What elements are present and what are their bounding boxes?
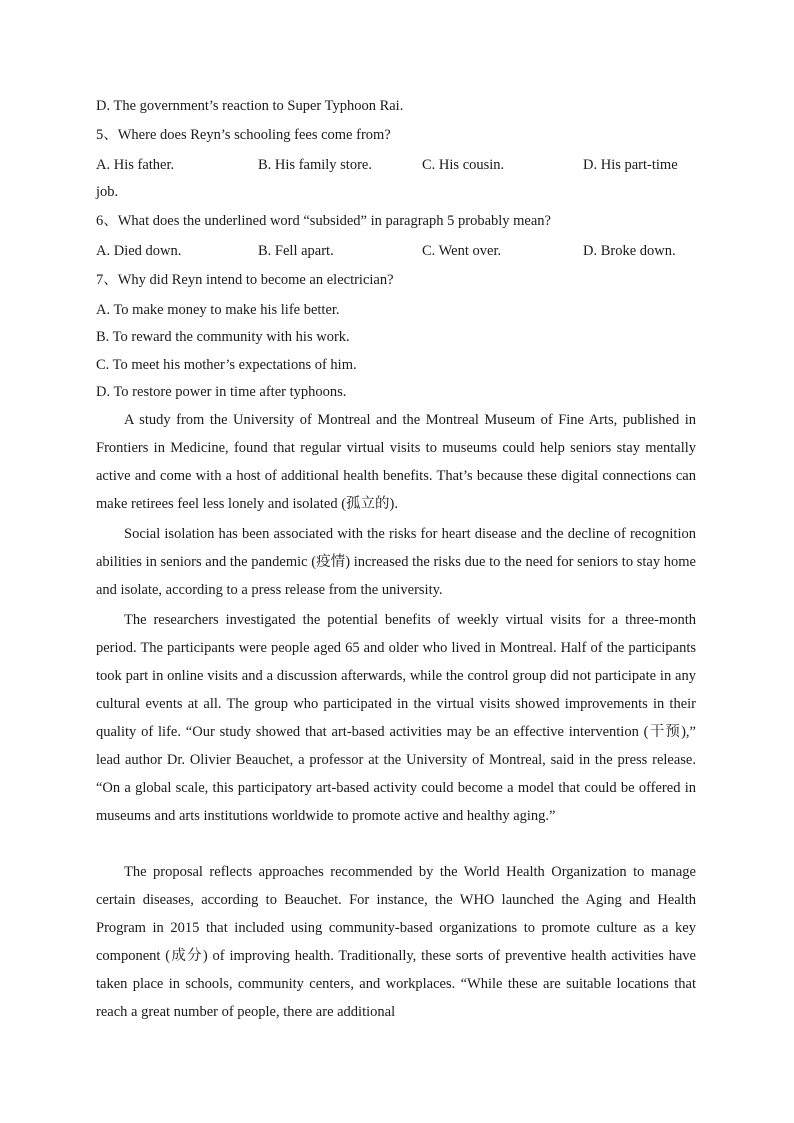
q5-option-b: B. His family store.	[258, 157, 372, 173]
passage-paragraph-2: Social isolation has been associated with the risks for heart disease and the decline of recognition abilities in seniors and the pandemic (疫情) increased the risks due to the need for seniors to stay home and isolate, according to a press release from the university.	[96, 526, 696, 598]
q6-option-c: C. Went over.	[422, 243, 502, 259]
q5-stem: 5、Where does Reyn’s schooling fees come from?	[96, 127, 391, 143]
q7-option-a: A. To make money to make his life better.	[96, 302, 340, 318]
q6-stem: 6、What does the underlined word “subsided” in paragraph 5 probably mean?	[96, 213, 551, 229]
passage-paragraph-4: The proposal reflects approaches recommended by the World Health Organization to manage certain diseases, according to Beauchet. For instance, the WHO launched the Aging and Health Program in 2015 that included using community-based organizations to promote culture as a key component (成分) of improving health. Traditionally, these sorts of preventive health activities have taken place in schools, community centers, and workplaces. “While these are suitable locations that reach a great number of people, there are additional	[96, 864, 696, 1020]
q5-option-c: C. His cousin.	[422, 157, 505, 173]
q5-options	[96, 155, 696, 175]
q7-option-b: B. To reward the community with his work.	[96, 329, 350, 345]
q5-option-d: D. His part-time	[583, 157, 678, 173]
q6-option-a: A. Died down.	[96, 243, 182, 259]
q4-option-d: D. The government’s reaction to Super Typhoon Rai.	[96, 98, 404, 114]
q6-options	[96, 241, 696, 261]
passage-paragraph-1: A study from the University of Montreal and the Montreal Museum of Fine Arts, published in Frontiers in Medicine, found that regular virtual visits to museums could help seniors stay mentally active and come with a host of additional health benefits. That’s because these digital connections can make retirees feel less lonely and isolated (孤立的).	[96, 412, 696, 512]
q5-option-d-wrap: job.	[96, 184, 119, 200]
q7-stem: 7、Why did Reyn intend to become an electrician?	[96, 272, 394, 288]
q5-option-a: A. His father.	[96, 157, 175, 173]
q6-option-d: D. Broke down.	[583, 243, 676, 259]
q6-option-b: B. Fell apart.	[258, 243, 334, 259]
q7-option-d: D. To restore power in time after typhoons.	[96, 384, 347, 400]
q7-option-c: C. To meet his mother’s expectations of him.	[96, 357, 357, 373]
passage-paragraph-3: The researchers investigated the potential benefits of weekly virtual visits for a three-month period. The participants were people aged 65 and older who lived in Montreal. Half of the participants took part in online visits and a discussion afterwards, while the control group did not participate in any cultural events at all. The group who participated in the virtual visits showed improvements in their quality of life. “Our study showed that art-based activities may be an effective intervention (干预),” lead author Dr. Olivier Beauchet, a professor at the University of Montreal, said in the press release. “On a global scale, this participatory art-based activity could become a model that could be offered in museums and arts institutions worldwide to promote active and healthy aging.”	[96, 612, 696, 824]
